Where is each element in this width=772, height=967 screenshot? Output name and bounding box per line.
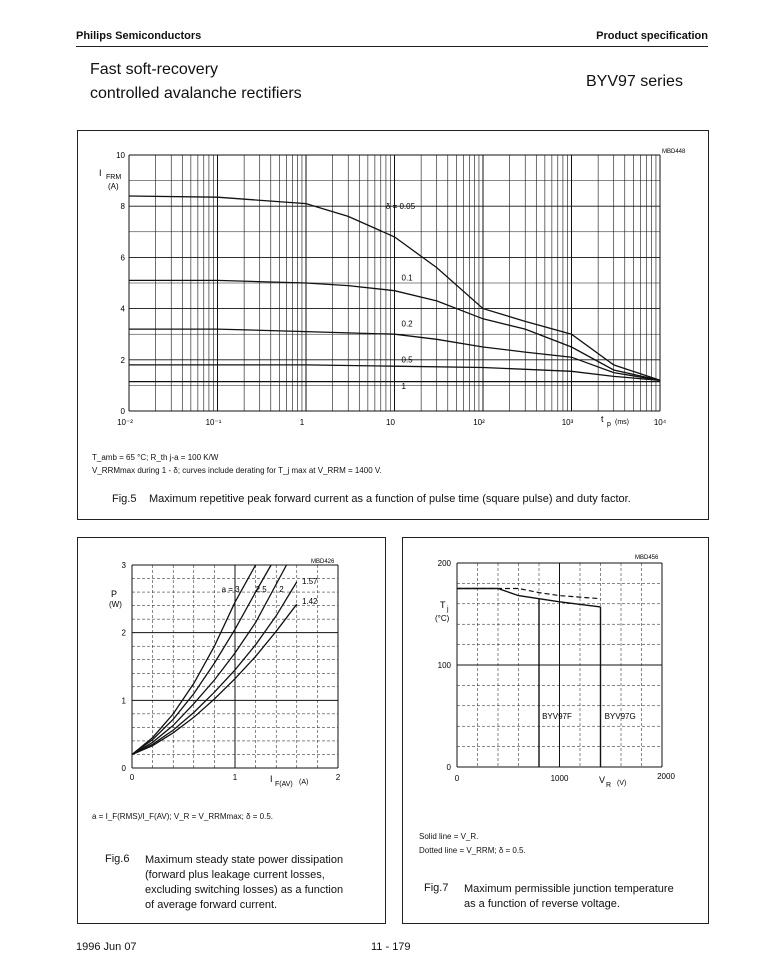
footer-page: 11 - 179 bbox=[371, 941, 411, 953]
fig7-caption bbox=[464, 882, 674, 912]
fig7-code: MBD456 bbox=[635, 555, 659, 561]
x-tick-label: 2 bbox=[335, 773, 341, 782]
y-tick-label: 100 bbox=[437, 661, 451, 670]
fig5-code: MBD448 bbox=[662, 149, 686, 155]
fig7-ylabel: T bbox=[440, 600, 446, 610]
series-label: 0.2 bbox=[401, 319, 413, 329]
doc-title-line2: controlled avalanche rectifiers bbox=[90, 85, 302, 102]
series-label: δ = 0.05 bbox=[385, 201, 416, 211]
series-label: 2 bbox=[279, 585, 284, 595]
fig6-code: MBD426 bbox=[311, 559, 335, 565]
fig7-ylabel-sub: j bbox=[447, 606, 449, 613]
x-tick-label: 10⁻² bbox=[117, 418, 133, 427]
series-line-solid bbox=[457, 589, 601, 607]
fig5-xlabel: t bbox=[601, 414, 604, 424]
fig6-caption bbox=[145, 853, 343, 913]
x-tick-label: 10⁻¹ bbox=[205, 418, 222, 427]
y-tick-label: 2 bbox=[120, 355, 125, 365]
series-label: 1 bbox=[401, 382, 406, 392]
fig6-caption-line: excluding switching losses) as a function bbox=[145, 884, 344, 896]
fig7-xlabel: V bbox=[599, 775, 606, 785]
y-tick-label: 3 bbox=[121, 561, 126, 570]
x-tick-label: 10² bbox=[473, 418, 485, 427]
fig6-caption-num: Fig.6 bbox=[105, 853, 130, 865]
series-label: 0.5 bbox=[401, 355, 413, 365]
fig7-note1: Solid line = V_R. bbox=[419, 832, 479, 841]
fig7-ylabel-unit: (°C) bbox=[435, 614, 450, 623]
fig5-note2: V_RRMmax during 1 - δ; curves include derating for T_j max at V_RRM = 1400 V. bbox=[92, 466, 382, 475]
fig5-ylabel: I bbox=[99, 168, 102, 178]
fig7-caption-line: Maximum permissible junction temperature bbox=[464, 883, 674, 895]
doc-type: Product specification bbox=[596, 30, 708, 42]
x-tick-label: 1 bbox=[232, 773, 238, 782]
x-tick-label: 10⁴ bbox=[653, 418, 667, 427]
annotation-label: BYV97G bbox=[604, 712, 636, 722]
fig6-xlabel: I bbox=[270, 774, 273, 784]
series-label: 2.5 bbox=[255, 585, 267, 595]
fig6-caption-line: (forward plus leakage current losses, bbox=[145, 869, 325, 881]
series-label: 0.1 bbox=[401, 273, 413, 283]
header-rule bbox=[76, 46, 708, 47]
fig5-caption-num: Fig.5 bbox=[112, 493, 137, 505]
y-tick-label: 0 bbox=[121, 764, 126, 773]
x-tick-label: 10 bbox=[386, 418, 395, 427]
annotation-label: BYV97F bbox=[542, 712, 572, 722]
fig7-xlabel-sub: R bbox=[606, 782, 612, 789]
fig5-caption: Maximum repetitive peak forward current as a function of pulse time (square pulse) and duty factor. bbox=[149, 493, 631, 505]
x-tick-label: 0 bbox=[129, 773, 135, 782]
fig7-note2: Dotted line = V_RRM; δ = 0.5. bbox=[419, 846, 526, 855]
x-tick-label: 0 bbox=[454, 774, 460, 783]
fig5-note1: T_amb = 65 °C; R_th j-a = 100 K/W bbox=[92, 453, 219, 462]
fig7-chart bbox=[402, 537, 709, 797]
doc-title-line1: Fast soft-recovery bbox=[90, 61, 219, 78]
fig6-caption-line: of average forward current. bbox=[145, 899, 278, 911]
fig6-xlabel-sub: F(AV) bbox=[275, 781, 293, 788]
y-tick-label: 8 bbox=[120, 202, 125, 212]
fig6-chart bbox=[77, 537, 387, 827]
y-tick-label: 10 bbox=[116, 151, 125, 160]
footer-date: 1996 Jun 07 bbox=[76, 941, 137, 953]
fig7-caption-line: as a function of reverse voltage. bbox=[464, 898, 620, 910]
y-tick-label: 6 bbox=[120, 253, 125, 263]
fig6-caption-line: Maximum steady state power dissipation bbox=[145, 854, 344, 866]
fig6-note: a = I_F(RMS)/I_F(AV); V_R = V_RRMmax; δ = 0.5. bbox=[92, 812, 274, 821]
fig6-xlabel-unit: (A) bbox=[299, 779, 309, 786]
series-label: 1.57 bbox=[301, 576, 318, 586]
fig5-ylabel-sub: FRM bbox=[106, 174, 122, 181]
x-tick-label: 2000 bbox=[657, 772, 675, 781]
fig5-xlabel-unit: (ms) bbox=[615, 419, 629, 426]
y-tick-label: 0 bbox=[446, 763, 451, 772]
x-tick-label: 10³ bbox=[561, 418, 574, 427]
series-label: a = 3 bbox=[221, 585, 240, 595]
x-tick-label: 1000 bbox=[550, 774, 569, 783]
company-name: Philips Semiconductors bbox=[76, 30, 202, 42]
fig5-xlabel-sub: p bbox=[607, 421, 611, 428]
y-tick-label: 0 bbox=[120, 407, 125, 416]
series-label: 1.42 bbox=[301, 597, 318, 607]
x-tick-label: 1 bbox=[299, 418, 305, 427]
fig6-ylabel: P bbox=[111, 589, 118, 599]
fig7-caption-num: Fig.7 bbox=[424, 882, 449, 894]
y-tick-label: 200 bbox=[437, 559, 451, 568]
fig6-ylabel-unit: (W) bbox=[109, 600, 122, 609]
y-tick-label: 1 bbox=[121, 696, 126, 706]
series-name: BYV97 series bbox=[586, 73, 683, 90]
fig7-xlabel-unit: (V) bbox=[617, 780, 627, 787]
y-tick-label: 2 bbox=[121, 628, 126, 638]
fig5-ylabel-unit: (A) bbox=[108, 182, 119, 191]
y-tick-label: 4 bbox=[120, 304, 125, 314]
